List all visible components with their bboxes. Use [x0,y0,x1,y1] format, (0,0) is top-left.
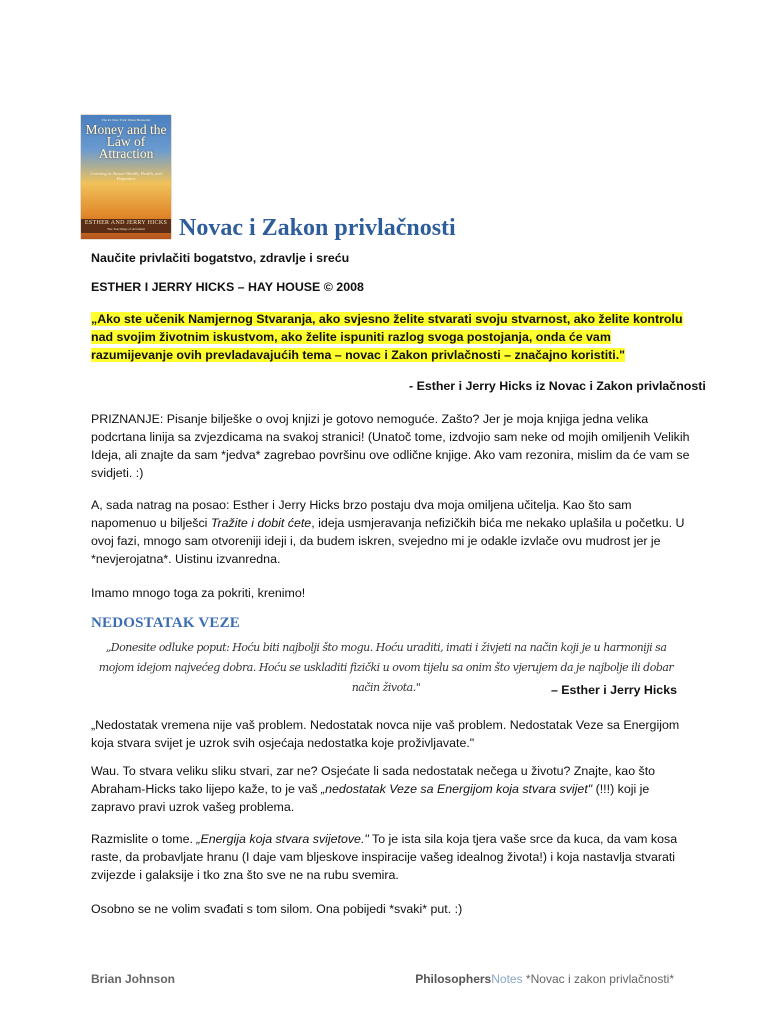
p2-text-b: , ideja usmjeravanja nefizičkih bića me nekako uplašila u početku. U ovoj fazi, mnogo sam otvoreniji ideji i, da budem iskren, svejedno mi je odakle izvlače ovu mudrost jer je *nevjerojatna*. Uistinu izvanredna. [91,516,685,566]
q3-text-a: Razmislite o tome. [91,832,197,846]
page-title: Novac i Zakon privlačnosti [179,215,456,241]
cover-top-line: The #1 New York Times Bestseller [101,118,151,122]
p2-text-a: A, sada natrag na posao: Esther i Jerry Hicks brzo postaju dva moja omiljena učitelja. Kao što sam napomenuo u bilješci [91,498,632,530]
paragraph-lets-go: Imamo mnogo toga za pokriti, krenimo! [91,586,306,600]
cover-authors-sub: The Teachings of Abraham [107,227,145,231]
paragraph-back-to-work [91,496,691,568]
subtitle: Naučite privlačiti bogatstvo, zdravlje i sreću [91,251,350,265]
footer-brand-strong: Philosophers [415,972,492,986]
footer-brand [415,972,674,986]
q2-emphasis: „nedostatak Veze sa Energijom koja stvara svijet" [321,782,593,796]
highlight-citation: - Esther i Jerry Hicks iz Novac i Zakon privlačnosti [409,379,706,393]
byline: ESTHER I JERRY HICKS – HAY HOUSE © 2008 [91,280,364,294]
footer-brand-soft: Notes [491,972,523,986]
section-quote-attribution: – Esther i Jerry Hicks [550,683,677,697]
section-quote: „Donesite odluke poput: Hoću biti najbolji što mogu. Hoću uraditi, imati i živjeti na način koji je u harmoniji sa mojom idejom najvećeg dobra. Hoću se uskladiti fizički u ovom tijelu sa onim što vjerujem da je najbolje ili dobar način života." [98,641,674,694]
section-heading: NEDOSTATAK VEZE [91,615,241,631]
book-cover-image [81,115,171,239]
q2-text-a: Wau. To stvara veliku sliku stvari, zar ne? Osjećate li sada nedostatak nečega u životu? Znajte, kao što Abraham-Hicks tako lijepo kaže, to je vaš [91,764,656,796]
cover-title: Money and the Law of Attraction [85,122,167,161]
paragraph-personally: Osobno se ne volim svađati s tom silom. Ona pobijedi *svaki* put. :) [91,902,463,916]
q2-text-b: (!!!) koji je zapravo pravi uzrok vašeg problema. [91,782,650,814]
cover-authors: ESTHER AND JERRY HICKS [84,220,168,226]
paragraph-wow [91,762,691,816]
q3-emphasis: „Energija koja stvara svijetove." [196,832,369,846]
paragraph-lack-quote: „Nedostatak vremena nije vaš problem. Nedostatak novca nije vaš problem. Nedostatak Veze sa Energijom koja stvara svijet je uzrok svih osjećaja nedostatka koje proživljavate." [91,718,680,750]
footer-author: Brian Johnson [91,972,176,986]
cover-subtitle: Learning to Attract Wealth, Health, and Happiness [90,171,162,181]
highlight-quote [91,310,691,364]
highlighted-text: „Ako ste učenik Namjernog Stvaranja, ako svjesno želite stvarati svoju stvarnost, ako želite kontrolu nad svojim životnim iskustvom, ako želite ispuniti razlog svoga postojanja, onda će vam razumijevanje ovih prevladavajućih tema – novac i Zakon privlačnosti – značajno koristiti." [91,312,683,362]
q3-text-b: To je ista sila koja tjera vaše srce da kuca, da vam kosa raste, da probavljate hranu (I daje vam bljeskove inspiracije vašeg idealnog života!) i koja nastavlja stvarati zvijezde i galaksije i tko zna što sve ne na rubu svemira. [91,832,678,882]
paragraph-acknowledgement: PRIZNANJE: Pisanje bilješke o ovoj knjizi je gotovo nemoguće. Zašto? Jer je moja knjiga jedna velika podcrtana linija sa zvjezdicama na svakoj stranici! (Unatoč tome, izdvojio sam neke od mojih omiljenih Velikih Ideja, ali znajte da sam *jedva* zagrebao površinu ove odlične knjige. Ako vam rezonira, mislim da će vam se svidjeti. :) [91,412,690,480]
paragraph-think-about-it [91,830,691,884]
book-reference: Tražite i dobit ćete [210,516,312,530]
footer-book: *Novac i zakon privlačnosti* [522,972,674,986]
